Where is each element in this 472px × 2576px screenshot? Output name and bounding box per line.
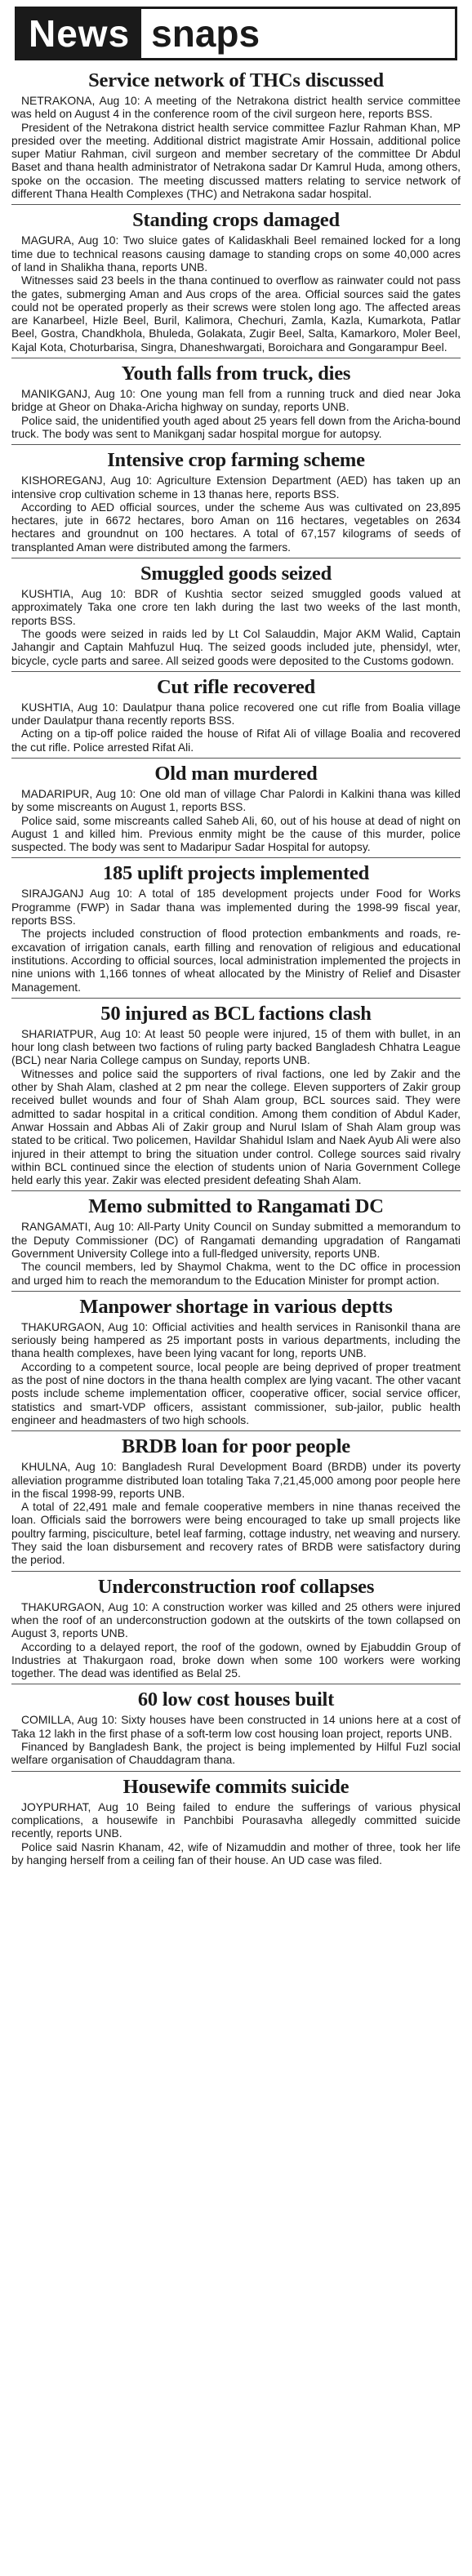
- stories-column: [11, 69, 461, 1866]
- story-body-paragraph: President of the Netrakona district health service committee Fazlur Rahman Khan, MP presided over the meeting. Additional district magistrate Amir Hossain, additional police super Matiur Rahman, civil surgeon and member secretary of the committee Dr Abdul Baset and thana health administrator of Netrakona sadar Dr Kamrul Huda, among others, spoke on the occasion. The meeting discussed matters relating to service network of different Thana Health Complexes (THC) and Netrakona sadar hospital.: [11, 120, 461, 201]
- news-story: [11, 1688, 461, 1766]
- story-lead-paragraph: MANIKGANJ, Aug 10: One young man fell from a running truck and died near Joka bridge at Gheor on Dhaka-Aricha highway on sunday, reports UNB.: [11, 387, 461, 414]
- masthead: [15, 7, 457, 60]
- story-headline: Standing crops damaged: [132, 209, 340, 232]
- story-body-paragraph: Police said Nasrin Khanam, 42, wife of Nizamuddin and mother of three, took her life by hanging herself from a ceiling fan of their house. An UD case was filed.: [11, 1840, 461, 1866]
- story-divider: [11, 998, 461, 999]
- news-story: [11, 1775, 461, 1866]
- story-divider: [11, 1190, 461, 1191]
- story-headline: Underconstruction roof collapses: [97, 1575, 375, 1598]
- news-story: [11, 861, 461, 993]
- story-divider: [11, 758, 461, 759]
- story-headline: Smuggled goods seized: [140, 563, 332, 585]
- news-story: [11, 675, 461, 754]
- masthead-snaps: snaps: [151, 12, 260, 55]
- story-headline: Youth falls from truck, dies: [121, 363, 351, 385]
- story-body-paragraph: The goods were seized in raids led by Lt Col Salauddin, Major AKM Walid, Captain Jahangir and Captain Mahfuzul Huq. The seized goods included jute, phensidyl, wter, bicycle, cycle parts and saree. All seized goods were deposited to the Customs godown.: [11, 626, 461, 667]
- story-headline: Housewife commits suicide: [122, 1775, 350, 1798]
- story-lead-paragraph: KUSHTIA, Aug 10: Daulatpur thana police recovered one cut rifle from Boalia village under Daulatpur thana recently reports BSS.: [11, 700, 461, 727]
- news-story: [11, 762, 461, 853]
- story-divider: [11, 671, 461, 672]
- news-story: [11, 1295, 461, 1426]
- news-story: [11, 1435, 461, 1566]
- story-lead-paragraph: KUSHTIA, Aug 10: BDR of Kushtia sector seized smuggled goods valued at approximately Taka one crore ten lakh during the last two weeks of the last month, reports BSS.: [11, 587, 461, 627]
- story-lead-paragraph: COMILLA, Aug 10: Sixty houses have been constructed in 14 unions here at a cost of Taka 12 lakh in the first phase of a soft-term low cost housing loan project, reports UNB.: [11, 1713, 461, 1740]
- news-story: [11, 448, 461, 554]
- story-body-paragraph: A total of 22,491 male and female cooperative members in nine thanas received the loan. Officials said the borrowers were being encouraged to take up small projects like poultry farming, pisciculture, betel leaf farming, cottage industry, net weaving and nursery. They said the loan disbursement and recovery rates of BRDB were satisfactory during the period.: [11, 1500, 461, 1567]
- story-body-paragraph: Acting on a tip-off police raided the house of Rifat Ali of village Boalia and recovered the cut rifle. Police arrested Rifat Ali.: [11, 727, 461, 754]
- story-body-paragraph: The projects included construction of flood protection embankments and roads, re-excavation of irrigation canals, earth filling and renovation of religious and educational institutions. According to official sources, local administration implemented the projects in nine unions with 1,166 tonnes of wheat allocated by the Ministry of Relief and Disaster Management.: [11, 927, 461, 994]
- story-headline: Memo submitted to Rangamati DC: [88, 1195, 384, 1218]
- story-body-paragraph: Police said, some miscreants called Saheb Ali, 60, out of his house at dead of night on August 1 and killed him. Previous enmity might be the cause of this murder, police suspected. The body was sent to Madaripur Sadar Hospital for autopsy.: [11, 813, 461, 854]
- story-lead-paragraph: KHULNA, Aug 10: Bangladesh Rural Development Board (BRDB) under its poverty alleviation programme distributed loan totaling Taka 7,21,45,000 among poor people here in the fiscal 1998-99, reports UNB.: [11, 1460, 461, 1500]
- story-headline: 50 injured as BCL factions clash: [100, 1002, 372, 1025]
- story-body-paragraph: According to a delayed report, the roof of the godown, owned by Ejabuddin Group of Industries at Thakurgaon road, broke down when some 100 workers were working together. The dead was identified as Belal 25.: [11, 1639, 461, 1680]
- story-lead-paragraph: SIRAJGANJ Aug 10: A total of 185 development projects under Food for Works Programme (FWP) in Sadar thana was implemented during the 1998-99 fiscal year, reports BSS.: [11, 887, 461, 928]
- story-headline: Old man murdered: [154, 762, 318, 785]
- news-story: [11, 562, 461, 667]
- story-body-paragraph: Witnesses said 23 beels in the thana continued to overflow as rainwater could not pass the gates, submerging Aman and Aus crops of the area. Official sources said the gates could not be operated properly as their screws were stolen long ago. The affected areas are Kanarbeel, Hizle Beel, Buril, Kalimora, Chechuri, Zamla, Kazla, Kumarkota, Patlar Beel, Gostra, Chandkhola, Bhuleda, Golakata, Zugir Beel, Salta, Kamarkoro, Moler Beel, Kajal Kota, Choturbarisa, Singra, Dhaneshwargati, Boroichara and Gongarampur Beel.: [11, 274, 461, 354]
- story-headline: 60 low cost houses built: [137, 1688, 335, 1711]
- story-headline: Cut rifle recovered: [157, 675, 315, 698]
- story-body-paragraph: Police said, the unidentified youth aged about 25 years fell down from the Aricha-bound truck. The body was sent to Manikganj sadar hospital morgue for autopsy.: [11, 413, 461, 440]
- news-story: [11, 362, 461, 440]
- news-story: [11, 1195, 461, 1286]
- story-lead-paragraph: SHARIATPUR, Aug 10: At least 50 people were injured, 15 of them with bullet, in an hour long clash between two factions of ruling party backed Bangladesh Chhatra League (BCL) near Naria College campus on Sunday, reports UNB.: [11, 1026, 461, 1067]
- story-lead-paragraph: THAKURGAON, Aug 10: A construction worker was killed and 25 others were injured when the roof of an underconstruction godown at the outskirts of the town collapsed on August 3, reports UNB.: [11, 1599, 461, 1640]
- story-divider: [11, 857, 461, 858]
- masthead-news: News: [17, 9, 141, 58]
- news-story: [11, 69, 461, 200]
- story-body-paragraph: Financed by Bangladesh Bank, the project is being implemented by Hilful Fuzl social welfare organisation of Chauddagram thana.: [11, 1740, 461, 1767]
- story-divider: [11, 1430, 461, 1431]
- story-body-paragraph: The council members, led by Shaymol Chakma, went to the DC office in procession and urged him to reach the memorandum to the Education Minister for prompt action.: [11, 1260, 461, 1287]
- story-headline: Intensive crop farming scheme: [107, 449, 365, 472]
- story-lead-paragraph: KISHOREGANJ, Aug 10: Agriculture Extension Department (AED) has taken up an intensive crop cultivation scheme in 13 thanas here, reports BSS.: [11, 474, 461, 501]
- story-lead-paragraph: MADARIPUR, Aug 10: One old man of village Char Palordi in Kalkini thana was killed by some miscreants on August 1, reports BSS.: [11, 786, 461, 814]
- story-headline: Manpower shortage in various deptts: [79, 1295, 393, 1318]
- story-lead-paragraph: NETRAKONA, Aug 10: A meeting of the Netrakona district health service committee was held on August 4 in the conference room of the civil surgeon here, reports BSS.: [11, 94, 461, 121]
- story-divider: [11, 1291, 461, 1292]
- news-story: [11, 208, 461, 354]
- story-body-paragraph: According to AED official sources, under the scheme Aus was cultivated on 23,895 hectares, jute in 6672 hectares, boro Aman on 116 hectares, vegetables on 2634 hectares and groundnut on 100 hectares. A total of 67,157 kilograms of seeds of transplanted Aman were distributed among the farmers.: [11, 500, 461, 554]
- story-headline: 185 uplift projects implemented: [102, 862, 370, 885]
- story-lead-paragraph: RANGAMATI, Aug 10: All-Party Unity Council on Sunday submitted a memorandum to the Deputy Commissioner (DC) of Rangamati demanding upgradation of Rangamati Government University College into a full-fledged university, reports UNB.: [11, 1220, 461, 1260]
- story-divider: [11, 204, 461, 205]
- story-lead-paragraph: JOYPURHAT, Aug 10 Being failed to endure the sufferings of various physical complications, a housewife in Panchbibi Pourasavha allegedly committed suicide recently, reports UNB.: [11, 1800, 461, 1840]
- story-lead-paragraph: MAGURA, Aug 10: Two sluice gates of Kalidaskhali Beel remained locked for a long time due to technical reasons causing damage to standing crops on some 40,000 acres of land in Shalikha thana, reports UNB.: [11, 234, 461, 274]
- story-body-paragraph: According to a competent source, local people are being deprived of proper treatment as the post of nine doctors in the thana health complex are lying vacant. The other vacant posts include scheme implementation officer, cooperative officer, social service officer, statistics and smart-VDP officers, assistant commissioner, sub-jailor, public health engineer and headmasters of two high schools.: [11, 1359, 461, 1426]
- story-lead-paragraph: THAKURGAON, Aug 10: Official activities and health services in Ranisonkil thana are seriously being hampered as 25 important posts in various departments, including the thana health complexes, have been lying vacant for long, reports UNB.: [11, 1319, 461, 1360]
- story-headline: Service network of THCs discussed: [88, 69, 384, 91]
- news-story: [11, 1002, 461, 1187]
- story-divider: [11, 1571, 461, 1572]
- story-body-paragraph: Witnesses and police said the supporters of rival factions, one led by Zakir and the other by Shah Alam, clashed at 2 pm near the college. Eleven supporters of Zakir group received bullet wounds and four of Shah Alam group, BCL sources said. They were admitted to sadar hospital in a critical condition. Among them condition of Abdul Kader, Anwar Hossain and Abbas Ali of Zakir group and Nurul Islam of Shah Alam group was stated to be critical. Two policemen, Havildar Shahidul Islam and Naek Ayub Ali were also injured in their attempt to bring the situation under control. College sources said rivalry within BCL continued since the election of students union of Naria Government College held early this year. Zakir was elected president defeating Shah Alam.: [11, 1066, 461, 1187]
- story-divider: [11, 444, 461, 445]
- story-headline: BRDB loan for poor people: [122, 1435, 350, 1458]
- news-story: [11, 1575, 461, 1680]
- story-divider: [11, 1771, 461, 1772]
